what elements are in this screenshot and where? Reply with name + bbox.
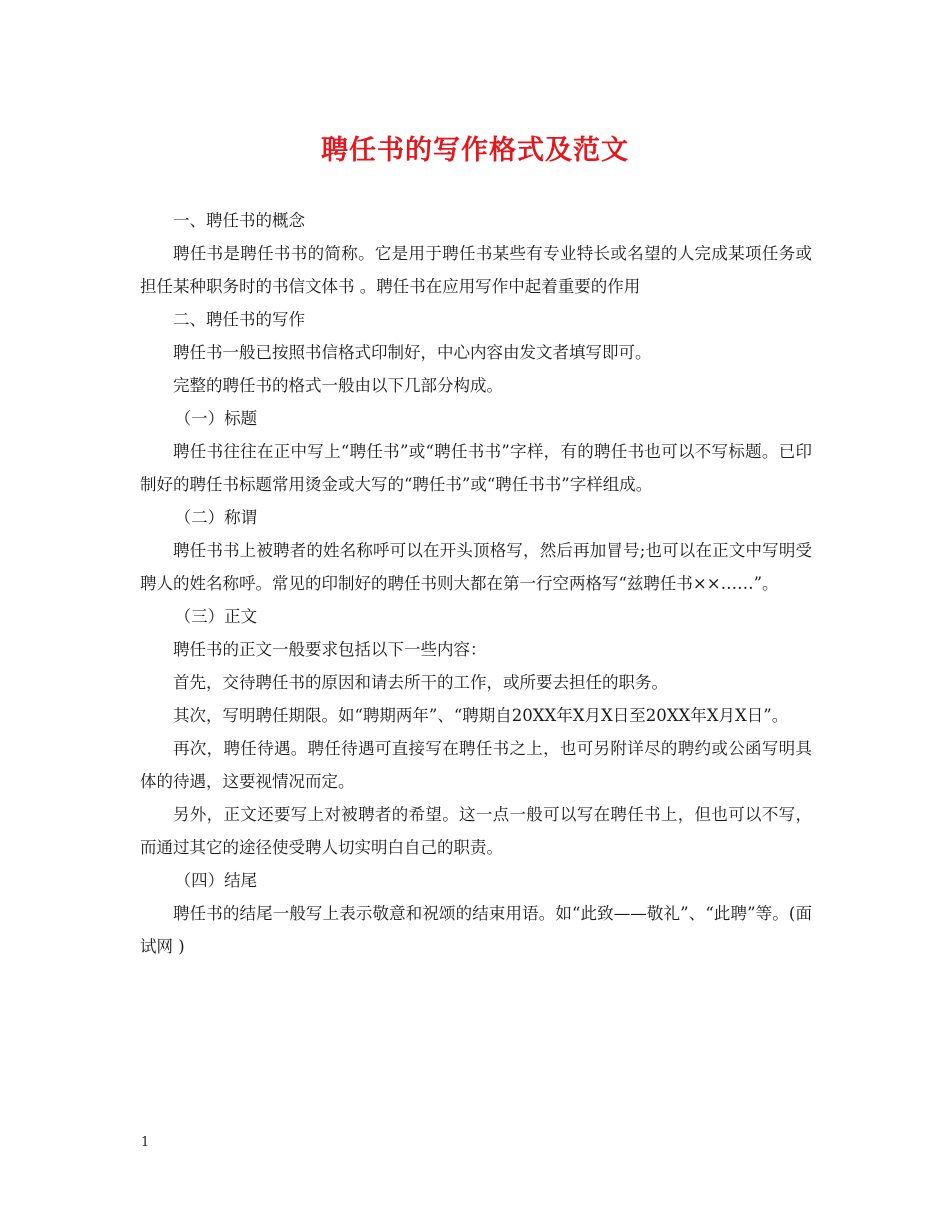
subsection-heading: （一）标题 [174,409,258,428]
paragraph: 再次，聘任待遇。聘任待遇可直接写在聘任书之上，也可另附详尽的聘约或公函写明具体的待遇，这要视情况而定。 [140,739,812,791]
subsection-heading: （三）正文 [174,607,258,626]
section-heading: 二、聘任书的写作 [173,310,305,329]
paragraph: 聘任书书上被聘者的姓名称呼可以在开头顶格写，然后再加冒号;也可以在正文中写明受聘人的姓名称呼。常见的印制好的聘任书则大都在第一行空两格写“兹聘任书××……”。 [140,541,812,593]
paragraph: 聘任书的正文一般要求包括以下一些内容： [173,640,487,659]
paragraph: 首先，交待聘任书的原因和请去所干的工作，或所要去担任的职务。 [173,673,668,692]
paragraph: 另外，正文还要写上对被聘者的希望。这一点一般可以写在聘任书上，但也可以不写，而通过其它的途径使受聘人切实明白自己的职责。 [140,805,812,857]
document-title: 聘任书的写作格式及范文 [321,135,629,166]
paragraph: 完整的聘任书的格式一般由以下几部分构成。 [173,376,503,395]
paragraph: 聘任书是聘任书书的简称。它是用于聘任书某些有专业特长或名望的人完成某项任务或担任某种职务时的书信文体书 。聘任书在应用写作中起着重要的作用 [140,244,812,296]
subsection-heading: （二）称谓 [174,508,258,527]
document-body [140,204,812,963]
page-number: 1 [141,1135,150,1150]
section-heading: 一、聘任书的概念 [173,211,305,230]
paragraph: 聘任书一般已按照书信格式印制好，中心内容由发文者填写即可。 [173,343,652,362]
paragraph: 聘任书的结尾一般写上表示敬意和祝颂的结束用语。如“此致——敬礼”、“此聘”等。(面试网 ) [140,904,812,956]
paragraph: 聘任书往往在正中写上“聘任书”或“聘任书书”字样，有的聘任书也可以不写标题。已印制好的聘任书标题常用烫金或大写的“聘任书”或“聘任书书”字样组成。 [140,442,812,494]
paragraph: 其次，写明聘任期限。如“聘期两年”、“聘期自20XX年X月X日至20XX年X月X日”。 [173,706,789,725]
subsection-heading: （四）结尾 [174,871,258,890]
